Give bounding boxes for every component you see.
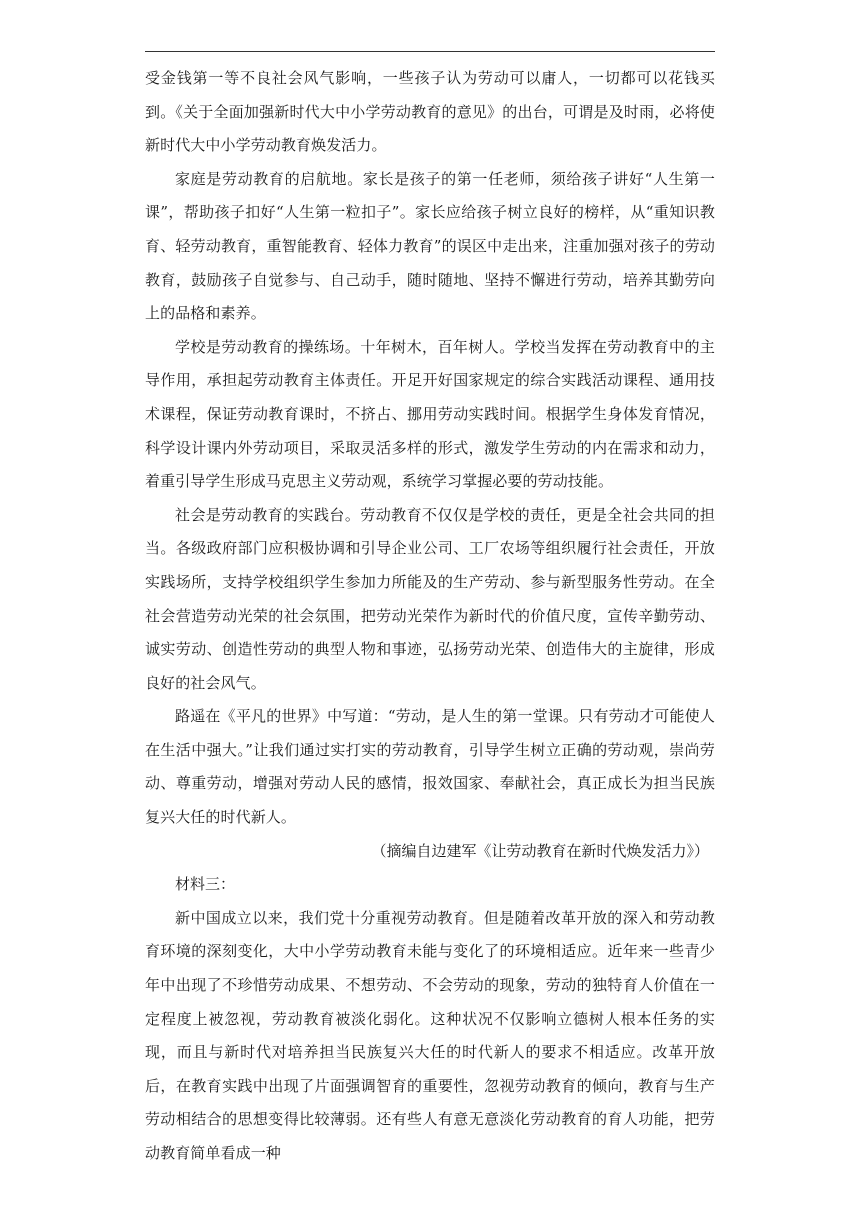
paragraph-material-three: 新中国成立以来，我们党十分重视劳动教育。但是随着改革开放的深入和劳动教育环境的深刻变化，大中小学劳动教育未能与变化了的环境相适应。近年来一些青少年中出现了不珍惜劳动成果、不想劳动、不会劳动的现象，劳动的独特育人价值在一定程度上被忽视，劳动教育被淡化弱化。这种状况不仅影响立德树人根本任务的实现，而且与新时代对培养担当民族复兴大任的时代新人的要求不相适应。改革开放后，在教育实践中出现了片面强调智育的重要性，忽视劳动教育的倾向，教育与生产劳动相结合的思想变得比较薄弱。还有些人有意无意淡化劳动教育的育人功能，把劳动教育简单看成一种 <box>145 908 715 1162</box>
document-body <box>145 62 715 1171</box>
source-citation: （摘编自边建军《让劳动教育在新时代焕发活力》） <box>371 841 709 860</box>
paragraph-family: 家庭是劳动教育的启航地。家长是孩子的第一任老师，须给孩子讲好“人生第一课”，帮助孩子扣好“人生第一粒扣子”。家长应给孩子树立良好的榜样，从“重知识教育、轻劳动教育，重智能教育、轻体力教育”的误区中走出来，注重加强对孩子的劳动教育，鼓励孩子自觉参与、自己动手，随时随地、坚持不懈进行劳动，培养其勤劳向上的品格和素养。 <box>145 169 715 323</box>
paragraph-society: 社会是劳动教育的实践台。劳动教育不仅仅是学校的责任，更是全社会共同的担当。各级政府部门应积极协调和引导企业公司、工厂农场等组织履行社会责任，开放实践场所，支持学校组织学生参加力所能及的生产劳动、参与新型服务性劳动。在全社会营造劳动光荣的社会氛围，把劳动光荣作为新时代的价值尺度，宣传辛勤劳动、诚实劳动、创造性劳动的典型人物和事迹，弘扬劳动光荣、创造伟大的主旋律，形成良好的社会风气。 <box>145 505 715 692</box>
header-rule <box>145 51 715 52</box>
paragraph-continuation: 受金钱第一等不良社会风气影响，一些孩子认为劳动可以庸人，一切都可以花钱买到。《关于全面加强新时代大中小学劳动教育的意见》的出台，可谓是及时雨，必将使新时代大中小学劳动教育焕发活力。 <box>145 69 715 155</box>
paragraph-school: 学校是劳动教育的操练场。十年树木，百年树人。学校当发挥在劳动教育中的主导作用，承担起劳动教育主体责任。开足开好国家规定的综合实践活动课程、通用技术课程，保证劳动教育课时，不挤占、挪用劳动实践时间。根据学生身体发育情况，科学设计课内外劳动项目，采取灵活多样的形式，激发学生劳动的内在需求和动力，着重引导学生形成马克思主义劳动观，系统学习掌握必要的劳动技能。 <box>145 337 715 491</box>
paragraph-quote: 路遥在《平凡的世界》中写道：“劳动，是人生的第一堂课。只有劳动才可能使人在生活中强大。”让我们通过实打实的劳动教育，引导学生树立正确的劳动观，崇尚劳动、尊重劳动，增强对劳动人民的感情，报效国家、奉献社会，真正成长为担当民族复兴大任的时代新人。 <box>145 707 715 827</box>
material-three-label: 材料三： <box>175 875 236 894</box>
